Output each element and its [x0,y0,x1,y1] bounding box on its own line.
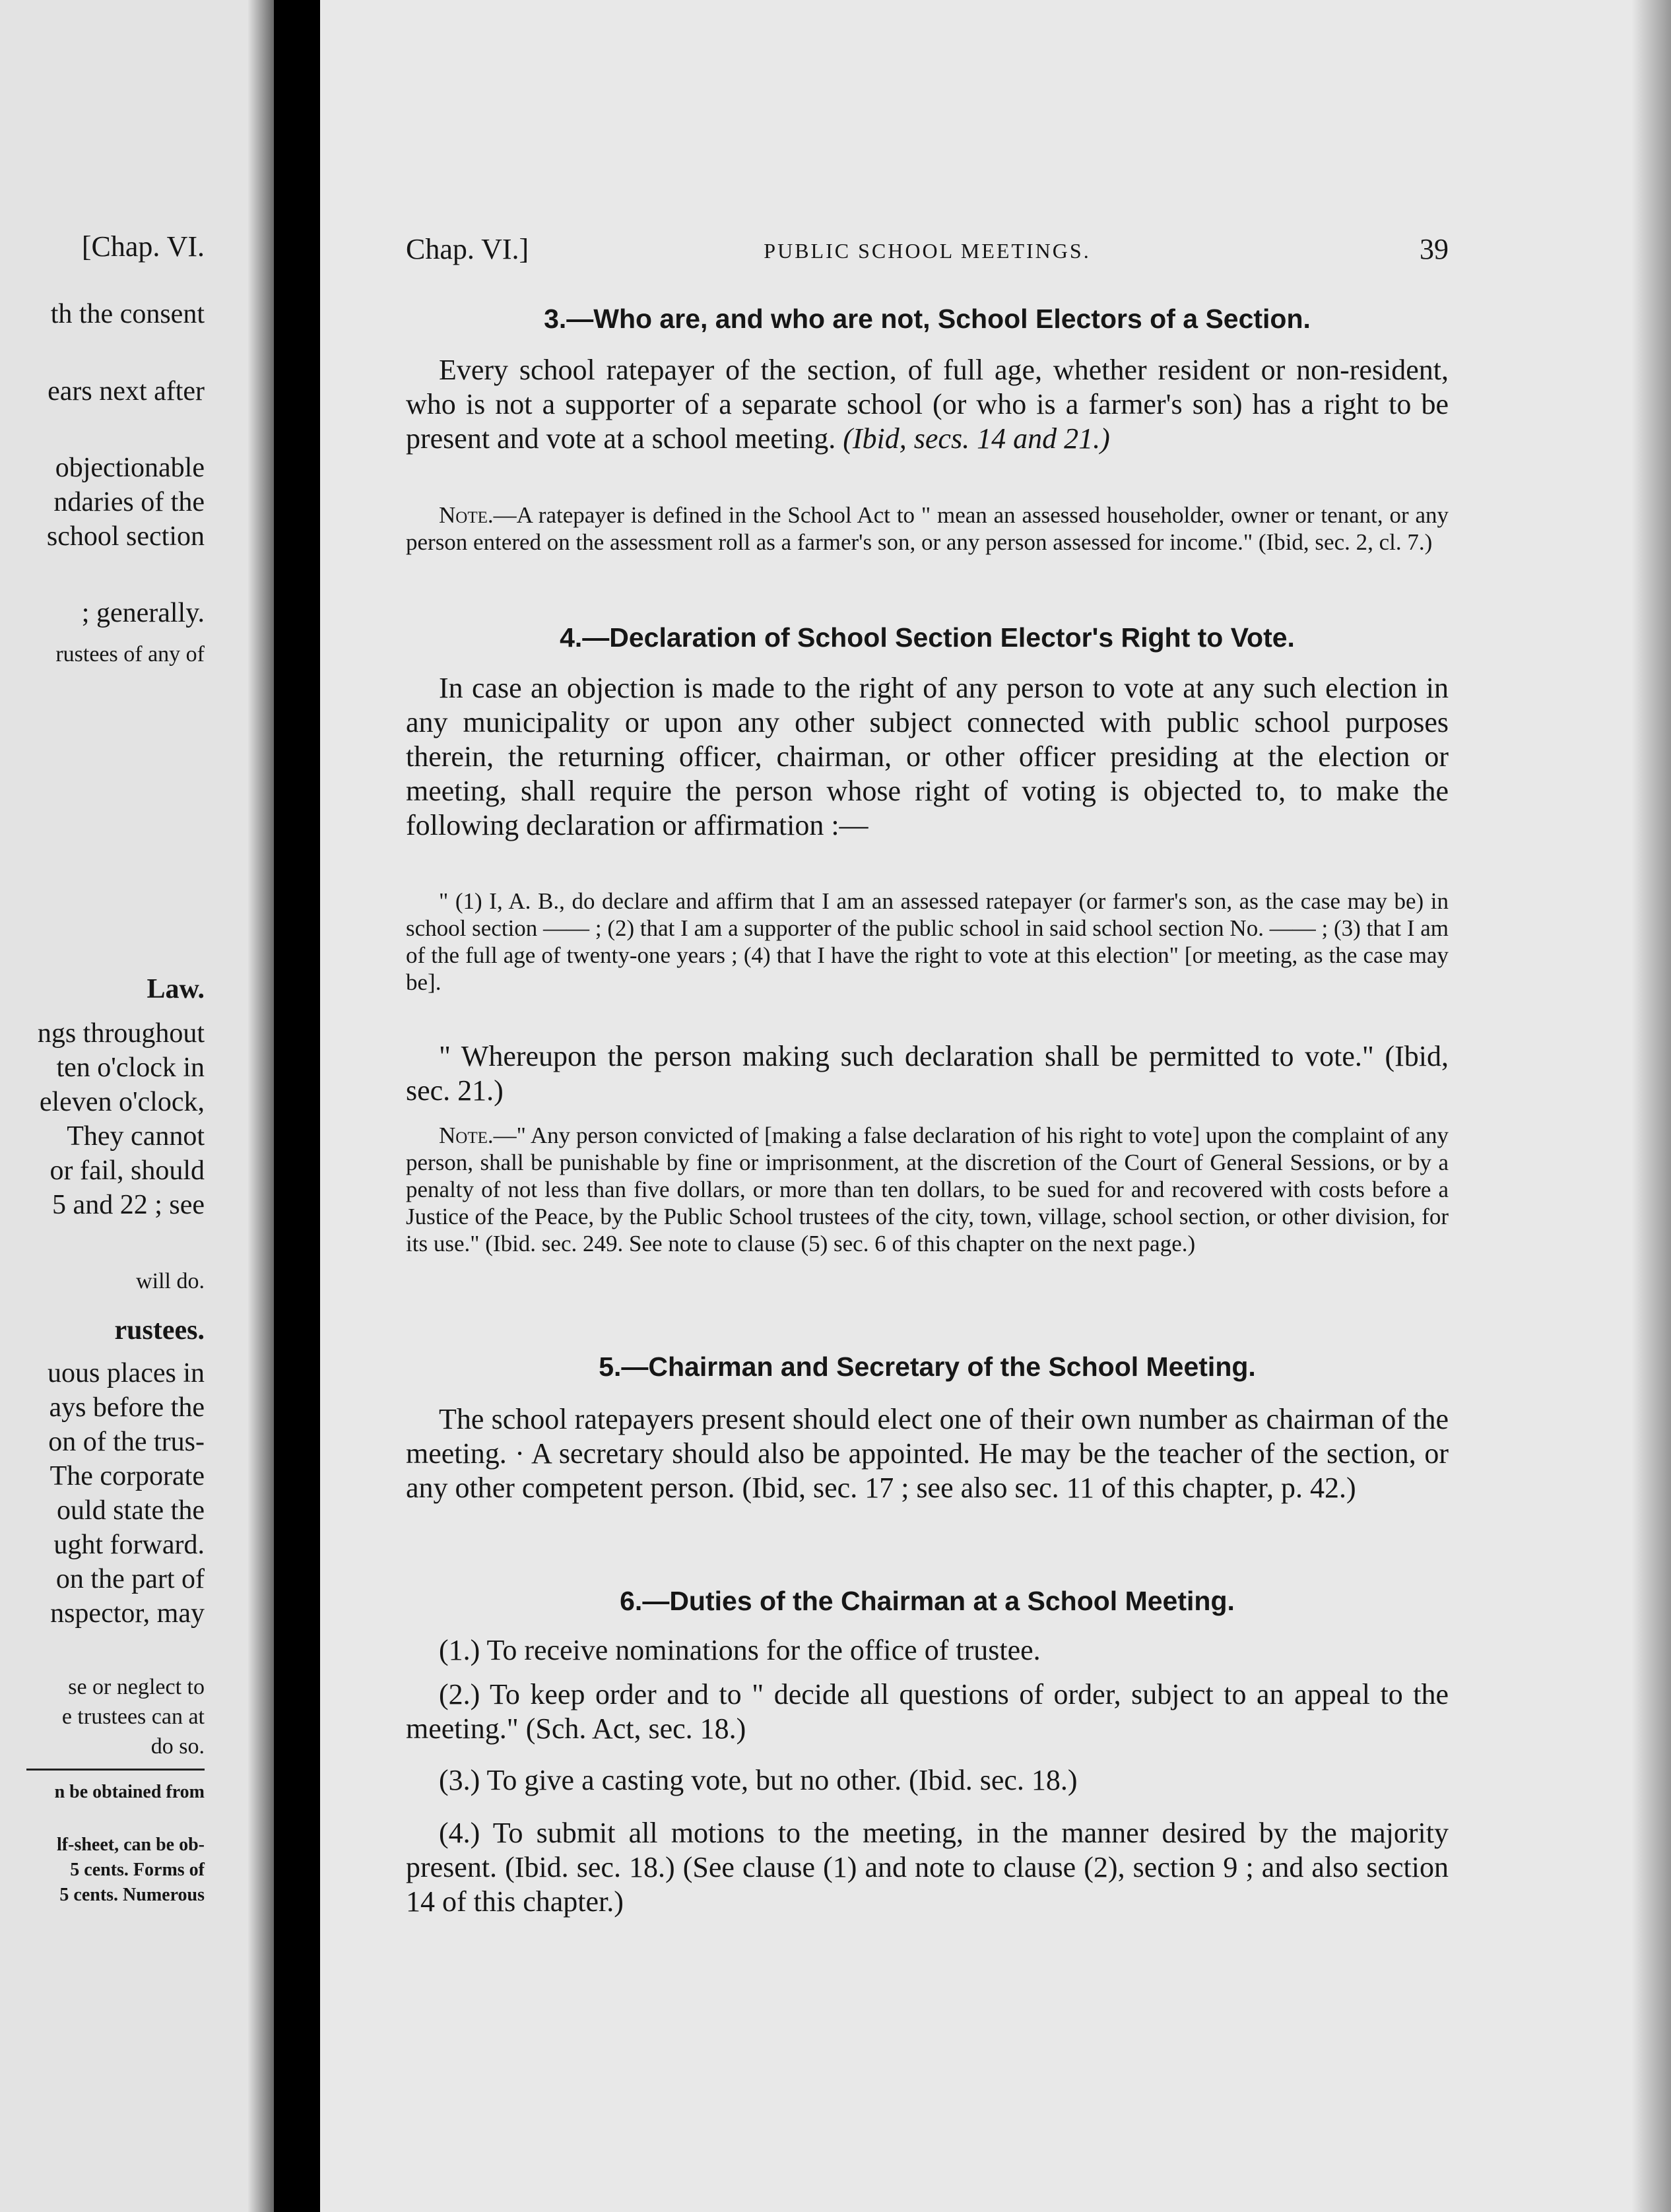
duty-item-3: (3.) To give a casting vote, but no other. (Ibid. sec. 18.) [439,1764,1078,1796]
left-page-line: objectionable [55,453,205,483]
declaration-text: " (1) I, A. B., do declare and affirm that I am an assessed ratepayer (or farmer's son, as the case may be) in school section —— ; (2) that I am a supporter of the public school in said school section No. —— ; (3) that I am of the full age of twenty-one years ; (4) that I have the right to vote at this election" [or meeting, as the case may be]. [406,888,1449,995]
note-label: Note. [439,1122,494,1148]
left-page-line: on the part of [55,1564,205,1594]
page-edge-shadow [1631,0,1671,2212]
left-page-footnote: 5 cents. Forms of [70,1860,205,1880]
left-page-footnote: 5 cents. Numerous [59,1885,205,1905]
left-page-line: 5 and 22 ; see [52,1190,205,1220]
right-page [320,0,1671,2212]
page-number: 39 [1420,233,1449,265]
left-page-line: They cannot [67,1121,205,1152]
section-4-title: 4.—Declaration of School Section Elector's Right to Vote. [560,622,1295,653]
left-page-line: ndaries of the [53,487,205,517]
left-page-line: nspector, may [50,1598,205,1629]
left-page-footnote: n be obtained from [54,1782,205,1802]
left-page-line: rustees of any of [55,642,205,667]
left-page-line: uous places in [48,1358,205,1388]
book-gutter [274,0,320,2212]
duty-item-2: (2.) To keep order and to " decide all questions of order, subject to an appeal to the meeting." (Sch. Act, sec. 18.) [406,1678,1449,1745]
left-page-heading: Law. [147,974,205,1004]
running-head [406,232,1449,272]
left-page-line: ngs throughout [37,1018,205,1049]
left-page-line: ught forward. [53,1530,205,1560]
duty-item-4: (4.) To submit all motions to the meeting, in the manner desired by the majority present. (Ibid. sec. 18.) (See clause (1) and note to clause (2), section 9 ; and also section 14 of this chapter.) [406,1817,1449,1918]
left-page-footnote: lf-sheet, can be ob- [57,1835,205,1855]
left-page-line: or fail, should [49,1155,205,1186]
section-3-body [406,353,1449,456]
note-label: Note. [439,502,494,528]
section-3-text: Every school ratepayer of the section, of full age, whether resident or non-resident, who is not a supporter of a separate school (or who is a farmer's son) has a right to be present and vote at a school meeting. [406,354,1449,455]
left-page-line: The corporate [49,1461,205,1491]
left-page-line: school section [46,521,205,552]
duty-item-1: (1.) To receive nominations for the office of trustee. [439,1634,1041,1666]
left-page-line: eleven o'clock, [39,1087,205,1117]
left-page-line: ould state the [57,1495,205,1526]
left-page-line: se or neglect to [68,1675,205,1699]
left-running-head: [Chap. VI. [81,230,205,263]
left-page-line: ears next after [48,376,205,407]
section-3-title: 3.—Who are, and who are not, School Electors of a Section. [544,304,1311,334]
page-edge-shadow [247,0,274,2212]
left-page-line: ten o'clock in [56,1053,205,1083]
section-5-body: The school ratepayers present should elect one of their own number as chairman of the meeting. · A secretary should also be appointed. He may be the teacher of the section, or any other competent person. (Ibid, sec. 17 ; see also sec. 11 of this chapter, p. 42.) [406,1403,1449,1504]
section-4-note [406,1122,1449,1257]
section-6-title: 6.—Duties of the Chairman at a School Meeting. [620,1586,1235,1616]
note-text: —" Any person convicted of [making a false declaration of his right to vote] upon the complaint of any person, shall be punishable by fine or imprisonment, at the discretion of the Court of General Sessions, or by a penalty of not less than five dollars, or more than ten dollars, to be sued for and recovered with costs before a Justice of the Peace, by the Public School trustees of the city, town, village, school section, or other division, for its use." (Ibid. sec. 249. See note to clause (5) sec. 6 of this chapter on the next page.) [406,1122,1449,1256]
footnote-rule [26,1769,205,1771]
left-page [0,0,274,2212]
section-4-body: In case an objection is made to the right of any person to vote at any such election in any municipality or upon any other subject connected with public school purposes therein, the returning officer, chairman, or other officer presiding at the election or meeting, shall require the person whose right of voting is objected to, to make the following declaration or affirmation :— [406,672,1449,841]
running-title: PUBLIC SCHOOL MEETINGS. [764,239,1091,263]
left-page-line: do so. [150,1734,205,1759]
section-3-note [406,502,1449,556]
left-page-line: ays before the [49,1392,205,1423]
note-text: —A ratepayer is defined in the School Act to " mean an assessed householder, owner or tenant, or any person entered on the assessment roll as a farmer's son, or any person assessed for income." (Ibid, sec. 2, cl. 7.) [406,502,1449,555]
left-page-line: e trustees can at [61,1705,205,1729]
left-page-line: will do. [136,1269,205,1293]
whereupon-text: " Whereupon the person making such declaration shall be permitted to vote." (Ibid, sec. 21.) [406,1040,1449,1107]
chapter-label: Chap. VI.] [406,233,529,265]
left-page-line: on of the trus- [48,1427,205,1457]
section-5-title: 5.—Chairman and Secretary of the School Meeting. [599,1351,1256,1382]
section-3-citation: (Ibid, secs. 14 and 21.) [843,422,1110,455]
left-page-heading: rustees. [114,1315,205,1346]
left-page-line: th the consent [50,299,205,329]
left-page-line: ; generally. [81,598,205,628]
